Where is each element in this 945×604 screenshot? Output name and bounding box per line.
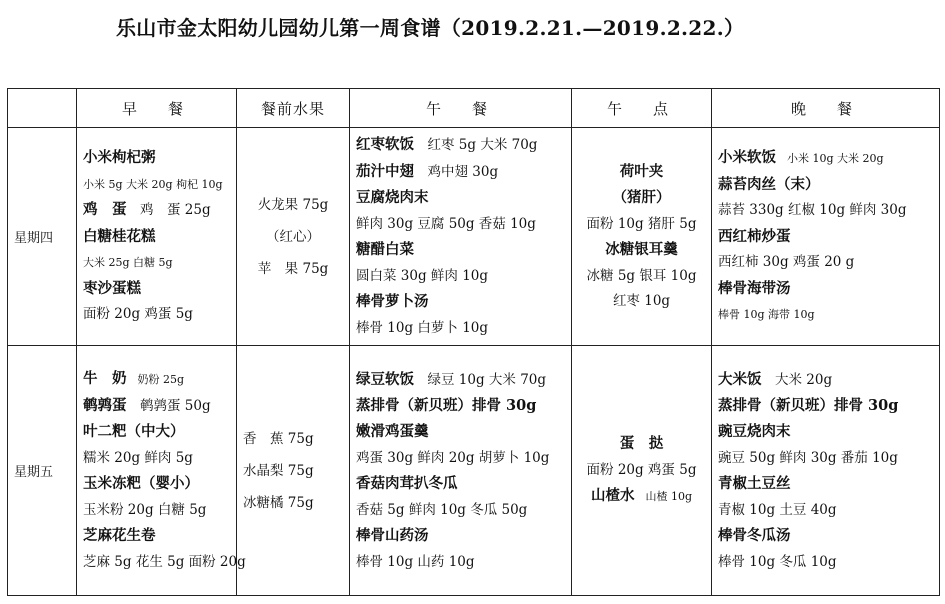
dish-name: 山楂水 bbox=[590, 487, 635, 504]
menu-line bbox=[83, 393, 230, 419]
menu-line bbox=[83, 471, 230, 497]
menu-line bbox=[356, 419, 565, 445]
menu-line bbox=[83, 224, 230, 251]
ingredient-detail: 面粉 20g 鸡蛋 5g bbox=[83, 306, 193, 323]
ingredient-detail: 冰糖 5g 银耳 10g bbox=[586, 267, 697, 284]
ingredient-detail: 糯米 20g 鲜肉 5g bbox=[83, 450, 193, 466]
ingredient-detail: 鸡蛋 30g 鲜肉 20g 胡萝卜 10g bbox=[356, 449, 550, 466]
fruit-item: 水晶梨 75g bbox=[243, 462, 314, 479]
menu-line bbox=[718, 302, 933, 328]
dinner-cell bbox=[712, 346, 940, 596]
ingredient-detail: 玉米粉 20g 白糖 5g bbox=[83, 502, 207, 518]
menu-line bbox=[356, 237, 565, 264]
dish-name: 大米饭 bbox=[718, 370, 762, 388]
ingredient-detail: 香菇 5g 鲜肉 10g 冬瓜 50g bbox=[356, 501, 528, 518]
ingredient-detail: 圆白菜 30g 鲜肉 10g bbox=[356, 267, 489, 284]
corner-cell bbox=[8, 89, 77, 128]
menu-line bbox=[356, 445, 565, 471]
menu-line bbox=[718, 497, 933, 523]
menu-line bbox=[578, 159, 705, 186]
menu-table bbox=[7, 88, 940, 596]
menu-line bbox=[83, 250, 230, 276]
dish-name: 玉米冻粑（婴小） bbox=[83, 475, 199, 492]
menu-line bbox=[578, 289, 705, 315]
fruit-item: 冰糖橘 75g bbox=[243, 494, 314, 511]
menu-line bbox=[83, 276, 230, 303]
breakfast-cell bbox=[77, 128, 237, 346]
dish-name: 荷叶夹 bbox=[619, 162, 664, 180]
menu-line bbox=[578, 212, 705, 238]
menu-line bbox=[578, 483, 705, 510]
menu-line bbox=[718, 276, 933, 303]
dish-name: 西红柿炒蛋 bbox=[718, 227, 791, 245]
dish-name: （猪肝） bbox=[612, 189, 671, 206]
menu-line bbox=[356, 289, 565, 316]
menu-line bbox=[718, 445, 933, 471]
ingredient-detail: 芝麻 5g 花生 5g 面粉 20g bbox=[83, 554, 246, 570]
menu-line bbox=[356, 471, 565, 497]
ingredient-detail: 面粉 20g 鸡蛋 5g bbox=[586, 462, 697, 478]
menu-line bbox=[578, 237, 705, 264]
breakfast-cell bbox=[77, 346, 246, 596]
ingredient-detail: 西红柿 30g 鸡蛋 20 g bbox=[718, 254, 855, 271]
fruit-item: 火龙果 75g bbox=[257, 196, 329, 213]
dish-name: 冰糖银耳羹 bbox=[605, 241, 678, 258]
menu-line bbox=[578, 185, 705, 212]
ingredient-detail: 鸡中翅 30g bbox=[414, 163, 499, 180]
ingredient-detail: 小米 5g 大米 20g 枸杞 10g bbox=[83, 177, 223, 191]
menu-line bbox=[578, 264, 705, 290]
fruit-item: 香 蕉 75g bbox=[243, 430, 314, 447]
dish-name: 棒骨萝卜汤 bbox=[356, 293, 429, 310]
menu-line bbox=[718, 419, 933, 445]
page-title: 乐山市金太阳幼儿园幼儿第一周食谱（2019.2.21.—2019.2.22.） bbox=[116, 16, 745, 40]
fruit-item: （红心） bbox=[266, 228, 320, 245]
menu-line bbox=[718, 224, 933, 251]
snack-cell bbox=[572, 128, 712, 346]
ingredient-detail: 小米 10g 大米 20g bbox=[776, 152, 884, 166]
ingredient-detail: 面粉 10g 猪肝 5g bbox=[586, 215, 697, 232]
dish-name: 蒸排骨（新贝班）排骨 30g bbox=[356, 396, 537, 414]
dish-name: 芝麻花生卷 bbox=[83, 527, 156, 544]
ingredient-detail: 棒骨 10g 白萝卜 10g bbox=[356, 319, 489, 336]
menu-line bbox=[356, 132, 565, 159]
dish-name: 豆腐烧肉末 bbox=[356, 189, 429, 206]
dish-name: 蒸排骨（新贝班）排骨 30g bbox=[718, 396, 899, 414]
dish-name: 小米枸杞粥 bbox=[83, 149, 156, 167]
menu-line bbox=[83, 497, 230, 523]
ingredient-detail: 鸡 蛋 25g bbox=[126, 202, 211, 219]
menu-line bbox=[578, 431, 705, 457]
ingredient-detail: 大米 25g 白糖 5g bbox=[83, 256, 173, 270]
menu-line bbox=[718, 198, 933, 224]
menu-line bbox=[83, 419, 230, 445]
menu-line bbox=[356, 159, 565, 186]
menu-line bbox=[83, 197, 230, 224]
dish-name: 白糖桂花糕 bbox=[83, 227, 156, 245]
dish-name: 蛋 挞 bbox=[619, 435, 664, 452]
menu-line bbox=[718, 172, 933, 199]
ingredient-detail: 棒骨 10g 海带 10g bbox=[718, 308, 815, 322]
menu-line bbox=[356, 264, 565, 290]
day-label: 星期五 bbox=[8, 346, 77, 596]
menu-line bbox=[718, 367, 933, 393]
menu-line bbox=[83, 549, 246, 575]
dish-name: 茄汁中翅 bbox=[356, 162, 414, 180]
ingredient-detail: 豌豆 50g 鲜肉 30g 番茄 10g bbox=[718, 449, 898, 466]
ingredient-detail: 绿豆 10g 大米 70g bbox=[414, 371, 547, 388]
header-row bbox=[8, 89, 940, 128]
dish-name: 青椒土豆丝 bbox=[718, 474, 791, 492]
menu-line bbox=[83, 302, 230, 328]
dish-name: 绿豆软饭 bbox=[356, 370, 414, 388]
menu-line bbox=[356, 393, 565, 419]
header-fruit: 餐前水果 bbox=[237, 89, 350, 128]
menu-line bbox=[356, 523, 565, 549]
menu-line bbox=[356, 185, 565, 212]
day-row-thursday bbox=[8, 128, 940, 346]
dish-name: 蒜苔肉丝（末） bbox=[718, 175, 820, 193]
dinner-cell bbox=[712, 128, 940, 346]
menu-line bbox=[356, 367, 565, 393]
fruit-cell bbox=[237, 346, 350, 596]
day-label: 星期四 bbox=[8, 128, 77, 346]
day-row-friday bbox=[8, 346, 940, 596]
snack-cell bbox=[572, 346, 712, 596]
menu-line bbox=[356, 549, 565, 575]
ingredient-detail: 红枣 5g 大米 70g bbox=[414, 137, 538, 153]
menu-line bbox=[356, 316, 565, 342]
dish-name: 红枣软饭 bbox=[356, 136, 414, 153]
ingredient-detail: 鲜肉 30g 豆腐 50g 香菇 10g bbox=[356, 215, 536, 232]
dish-name: 枣沙蛋糕 bbox=[83, 279, 141, 297]
ingredient-detail: 奶粉 25g bbox=[126, 373, 185, 386]
dish-name: 鸡 蛋 bbox=[83, 201, 127, 219]
ingredient-detail: 棒骨 10g 山药 10g bbox=[356, 553, 475, 570]
menu-line bbox=[718, 393, 933, 419]
menu-line bbox=[718, 523, 933, 549]
ingredient-detail: 山楂 10g bbox=[634, 490, 693, 503]
ingredient-detail: 青椒 10g 土豆 40g bbox=[718, 501, 837, 518]
ingredient-detail: 大米 20g bbox=[761, 371, 833, 388]
dish-name: 叶二粑（中大） bbox=[83, 423, 185, 440]
menu-line bbox=[83, 145, 230, 172]
menu-line bbox=[83, 366, 230, 393]
menu-line bbox=[356, 497, 565, 523]
ingredient-detail: 棒骨 10g 冬瓜 10g bbox=[718, 553, 837, 570]
ingredient-detail: 鹌鹑蛋 50g bbox=[126, 398, 211, 414]
header-dinner: 晚 餐 bbox=[712, 89, 940, 128]
dish-name: 糖醋白菜 bbox=[356, 241, 414, 258]
menu-line bbox=[718, 250, 933, 276]
menu-line bbox=[356, 212, 565, 238]
menu-line bbox=[718, 549, 933, 575]
dish-name: 棒骨冬瓜汤 bbox=[718, 526, 791, 544]
fruit-item: 苹 果 75g bbox=[257, 260, 329, 277]
lunch-cell bbox=[350, 128, 572, 346]
menu-line bbox=[83, 523, 230, 549]
dish-name: 牛 奶 bbox=[83, 370, 127, 387]
menu-line bbox=[578, 457, 705, 483]
header-breakfast: 早 餐 bbox=[77, 89, 237, 128]
header-lunch: 午 餐 bbox=[350, 89, 572, 128]
menu-line bbox=[83, 445, 230, 471]
menu-line bbox=[718, 471, 933, 497]
dish-name: 小米软饭 bbox=[718, 149, 776, 167]
ingredient-detail: 蒜苔 330g 红椒 10g 鲜肉 30g bbox=[718, 202, 907, 219]
dish-name: 棒骨山药汤 bbox=[356, 526, 429, 544]
dish-name: 香菇肉茸扒冬瓜 bbox=[356, 474, 458, 492]
dish-name: 豌豆烧肉末 bbox=[718, 422, 791, 440]
lunch-cell bbox=[350, 346, 572, 596]
dish-name: 鹌鹑蛋 bbox=[83, 397, 127, 414]
fruit-cell bbox=[237, 128, 350, 346]
dish-name: 棒骨海带汤 bbox=[718, 279, 791, 297]
header-snack: 午 点 bbox=[572, 89, 712, 128]
ingredient-detail: 红枣 10g bbox=[612, 293, 671, 309]
dish-name: 嫩滑鸡蛋羹 bbox=[356, 422, 429, 440]
menu-line bbox=[83, 172, 230, 198]
menu-line bbox=[718, 145, 933, 172]
